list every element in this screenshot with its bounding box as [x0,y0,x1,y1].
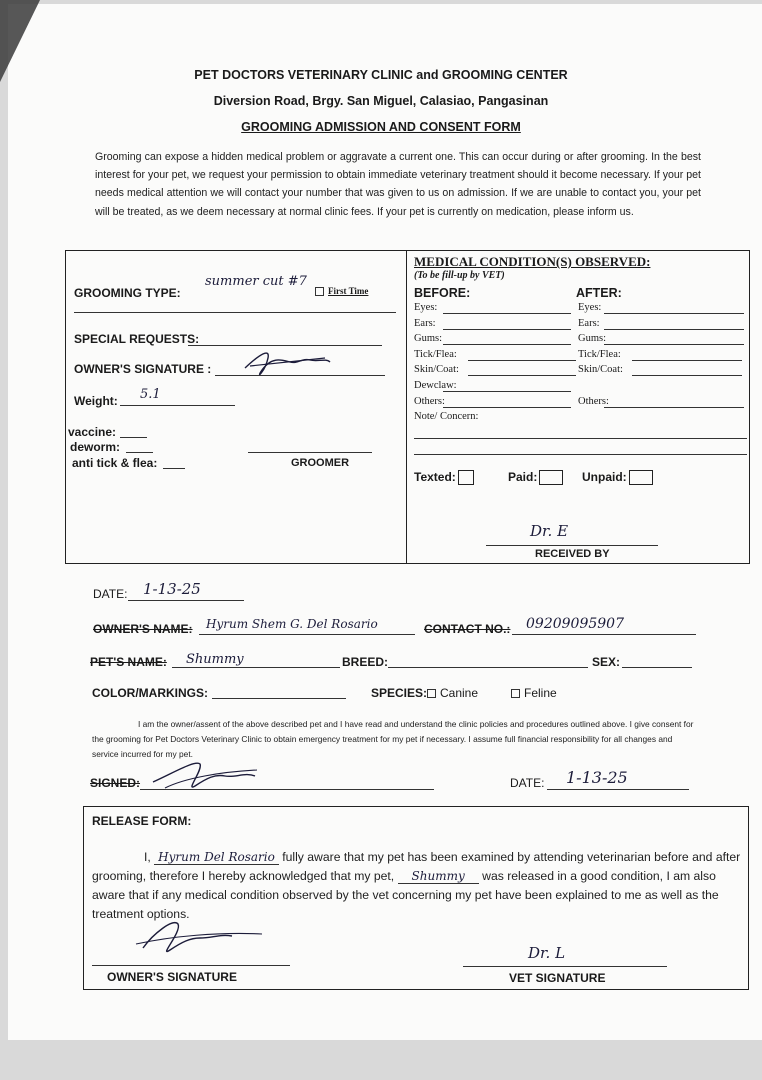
before-item-label: Others: [414,395,445,407]
owner-signature-label: OWNER'S SIGNATURE : [74,362,212,376]
breed-line [388,667,588,668]
deworm-line [126,452,153,453]
note-line-1 [414,438,747,439]
vaccine-label: vaccine: [68,425,117,439]
before-item-label: Ears: [414,317,436,329]
consent-date-value[interactable]: 1-13-25 [566,768,628,787]
before-item-line[interactable] [443,344,571,345]
owner-name-label: OWNER'S NAME: [93,622,193,636]
contact-line [512,634,696,635]
note-line-2 [414,454,747,455]
canine-checkbox[interactable] [427,689,436,698]
after-item-label: Others: [578,395,609,407]
first-time-label: First Time [328,286,369,296]
after-item-label: Skin/Coat: [578,364,623,376]
before-item-label: Eyes: [414,302,438,313]
signed-label: SIGNED: [90,776,141,790]
anti-tick-label: anti tick & flea: [72,456,158,470]
texted-option[interactable] [414,470,474,485]
unpaid-label: Unpaid: [582,470,627,484]
grooming-type-value[interactable]: summer cut #7 [205,274,307,289]
release-text-3: was released in a good condition, I am also aware that if any medical condition observed by the vet concerning my pet have been explained to me as well as the treatment options. [92,869,719,921]
vaccine-line [120,437,147,438]
release-text-1: I, [144,850,151,864]
texted-label: Texted: [414,470,456,484]
contact-label: CONTACT NO.: [424,622,511,636]
feline-checkbox[interactable] [511,689,520,698]
consent-date-line [547,789,689,790]
before-item-label: Tick/Flea: [414,348,457,360]
release-owner-signature-line [92,965,290,966]
after-item-label: Tick/Flea: [578,348,621,360]
unpaid-option[interactable] [582,470,653,485]
before-item-line[interactable] [443,329,571,330]
clinic-name: PET DOCTORS VETERINARY CLINIC and GROOMING CENTER [194,68,568,82]
weight-value[interactable]: 5.1 [140,387,161,402]
after-item-line[interactable] [604,407,744,408]
color-label: COLOR/MARKINGS: [92,686,208,700]
after-item-line[interactable] [632,375,742,376]
vet-signature-line [463,966,667,967]
before-item-label: Skin/Coat: [414,364,459,376]
paid-option[interactable] [508,470,563,485]
weight-label: Weight: [74,394,118,408]
grooming-type-label: GROOMING TYPE: [74,286,181,300]
after-item-line[interactable] [632,360,742,361]
owner-signature-scribble [240,344,335,384]
before-item-line[interactable] [443,313,571,314]
before-item-line[interactable] [443,407,571,408]
after-item-label: Gums: [578,333,607,345]
sex-line [622,667,692,668]
deworm-label: deworm: [70,440,121,454]
release-pet-value[interactable]: Shummy [398,869,479,884]
before-item-label: Gums: [414,333,443,345]
before-item-label: Dewclaw: [414,380,457,391]
groomer-label: GROOMER [291,457,350,469]
date-line [128,600,244,601]
canine-option[interactable] [427,686,478,700]
received-by-line [486,545,658,546]
species-label: SPECIES: [371,686,428,700]
vet-value[interactable]: Dr. L [528,944,566,962]
release-text-2: fully aware that my pet has been examined by attending veterinarian before and after grooming, therefore I hereby acknowledged that my pet, [92,850,741,883]
consent-date-label: DATE: [510,776,545,790]
paid-checkbox[interactable] [539,470,563,485]
consent-text: I am the owner/assent of the above described pet and I have read and understand the clinic policies and procedures outlined above. I give consent for the grooming for Pet Doctors Veterinary Clinic to obtain emergency treatment for my pet if necessary. I assume full financial responsibility for all changes and service incurred for my pet. [92,719,694,759]
date-value[interactable]: 1-13-25 [143,580,201,598]
pet-name-line [172,667,340,668]
owner-name-value[interactable]: Hyrum Shem G. Del Rosario [206,617,378,631]
received-by-value[interactable]: Dr. E [530,522,569,540]
release-title: RELEASE FORM: [92,814,192,828]
vet-signature-label: VET SIGNATURE [509,971,606,985]
medical-subtitle: (To be fill-up by VET) [414,270,505,281]
after-item-line[interactable] [604,344,744,345]
special-requests-label: SPECIAL REQUESTS: [74,332,200,346]
form-title: GROOMING ADMISSION AND CONSENT FORM [241,120,521,134]
breed-label: BREED: [342,655,389,669]
intro-paragraph: Grooming can expose a hidden medical problem or aggravate a current one. This can occur during or after grooming. In the best interest for your pet, we request your permission to obtain immediate veterinary treatment should it become necessary. If your pet needs medical attention we will contact your number that was given to us on admission. If we are unable to contact you, your pet will be treated, as we deem necessary at normal clinic fees. If your pet is currently on medication, please inform us. [95,151,701,218]
after-item-label: Ears: [578,317,600,329]
pet-name-label: PET'S NAME: [90,655,167,669]
anti-tick-line [163,468,185,469]
medical-title: MEDICAL CONDITION(S) OBSERVED: [414,254,651,269]
before-label: BEFORE: [414,286,471,300]
note-label: Note/ Concern: [414,411,479,422]
release-owner-signature-label: OWNER'S SIGNATURE [107,970,237,984]
texted-checkbox[interactable] [458,470,474,485]
paid-label: Paid: [508,470,538,484]
first-time-option[interactable] [315,286,368,296]
before-item-line[interactable] [468,375,576,376]
after-label: AFTER: [576,286,622,300]
first-time-checkbox[interactable] [315,287,324,296]
canine-label: Canine [440,686,479,700]
grooming-type-line [74,312,396,313]
after-item-line[interactable] [604,329,744,330]
weight-line [120,405,235,406]
sex-label: SEX: [592,655,621,669]
after-item-line[interactable] [604,313,744,314]
before-item-line[interactable] [443,391,571,392]
received-by-label: RECEIVED BY [535,548,610,560]
feline-option[interactable] [511,686,557,700]
release-signature-scribble [128,912,268,964]
after-item-label: Eyes: [578,302,602,313]
owner-name-line [199,634,415,635]
groomer-line [248,452,372,453]
contact-value[interactable]: 09209095907 [526,616,624,632]
before-item-line[interactable] [468,360,576,361]
consent-signature-scribble [145,752,265,802]
color-line [212,698,346,699]
release-owner-value[interactable]: Hyrum Del Rosario [154,850,279,865]
pet-name-value[interactable]: Shummy [186,652,244,667]
feline-label: Feline [524,686,557,700]
unpaid-checkbox[interactable] [629,470,653,485]
date-label: DATE: [93,587,128,601]
clinic-address: Diversion Road, Brgy. San Miguel, Calasiao, Pangasinan [213,94,549,108]
